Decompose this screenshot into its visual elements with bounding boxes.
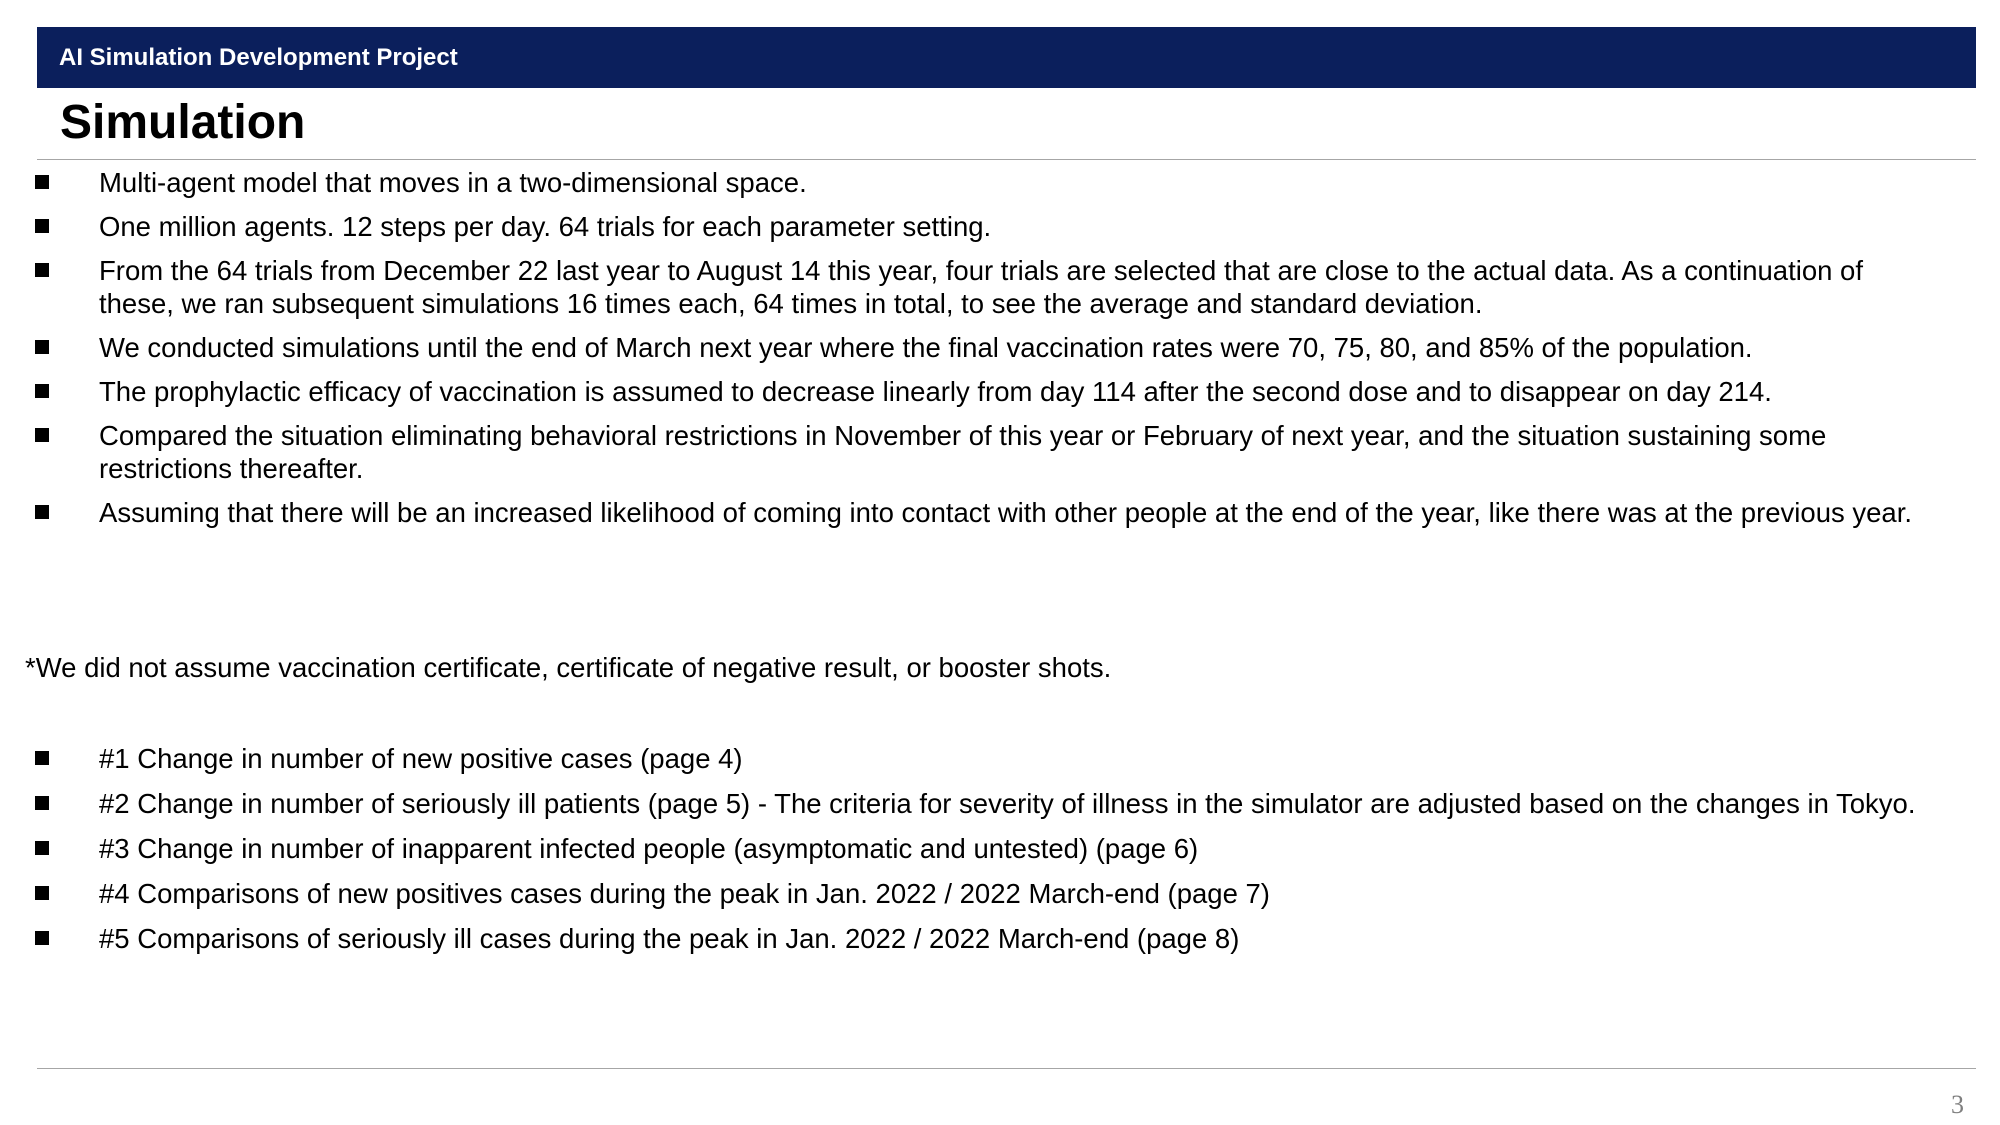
- contents-text: #3 Change in number of inapparent infected people (asymptomatic and untested) (page 6): [99, 833, 1199, 864]
- square-bullet-icon: [35, 751, 49, 765]
- square-bullet-icon: [35, 931, 49, 945]
- list-item: [30, 210, 1930, 243]
- square-bullet-icon: [35, 263, 49, 277]
- list-item: [30, 496, 1930, 529]
- bullet-text: The prophylactic efficacy of vaccination is assumed to decrease linearly from day 114 after the second dose and to disappear on day 214.: [99, 376, 1772, 407]
- list-item: [30, 922, 1930, 955]
- square-bullet-icon: [35, 796, 49, 810]
- bullet-text: Multi-agent model that moves in a two-dimensional space.: [99, 167, 807, 198]
- square-bullet-icon: [35, 219, 49, 233]
- list-item: [30, 331, 1930, 364]
- square-bullet-icon: [35, 340, 49, 354]
- bullet-text: From the 64 trials from December 22 last year to August 14 this year, four trials are selected that are close to the actual data. As a continuation of these, we ran subsequent simulations 16 times each, 64 times in total, to see the average and standard deviation.: [99, 255, 1863, 319]
- list-item: [30, 419, 1930, 485]
- contents-text: #2 Change in number of seriously ill patients (page 5) - The criteria for severity of illness in the simulator are adjusted based on the changes in Tokyo.: [99, 788, 1916, 819]
- square-bullet-icon: [35, 384, 49, 398]
- page-title: Simulation: [60, 96, 306, 149]
- contents-text: #1 Change in number of new positive cases (page 4): [99, 743, 743, 774]
- square-bullet-icon: [35, 841, 49, 855]
- square-bullet-icon: [35, 175, 49, 189]
- list-item: [30, 166, 1930, 199]
- bullet-text: One million agents. 12 steps per day. 64 trials for each parameter setting.: [99, 211, 992, 242]
- square-bullet-icon: [35, 505, 49, 519]
- list-item: [30, 877, 1930, 910]
- list-item: [30, 742, 1930, 775]
- bullet-text: Assuming that there will be an increased likelihood of coming into contact with other people at the end of the year, like there was at the previous year.: [99, 497, 1912, 528]
- bullet-list: [30, 166, 1930, 540]
- list-item: [30, 832, 1930, 865]
- header-title: AI Simulation Development Project: [59, 43, 458, 71]
- list-item: [30, 254, 1930, 320]
- bottom-divider: [37, 1068, 1976, 1069]
- list-item: [30, 375, 1930, 408]
- square-bullet-icon: [35, 886, 49, 900]
- square-bullet-icon: [35, 428, 49, 442]
- contents-list: [30, 742, 1930, 967]
- page-number: 3: [1951, 1090, 1964, 1119]
- contents-text: #5 Comparisons of seriously ill cases during the peak in Jan. 2022 / 2022 March-end (page 8): [99, 923, 1240, 954]
- list-item: [30, 787, 1930, 820]
- header-bar: [37, 27, 1976, 88]
- bullet-text: We conducted simulations until the end of March next year where the final vaccination rates were 70, 75, 80, and 85% of the population.: [99, 332, 1753, 363]
- bullet-text: Compared the situation eliminating behavioral restrictions in November of this year or February of next year, and the situation sustaining some restrictions thereafter.: [99, 420, 1827, 484]
- contents-text: #4 Comparisons of new positives cases during the peak in Jan. 2022 / 2022 March-end (page 7): [99, 878, 1270, 909]
- top-divider: [37, 159, 1976, 160]
- footnote: *We did not assume vaccination certificate, certificate of negative result, or booster shots.: [25, 652, 1112, 683]
